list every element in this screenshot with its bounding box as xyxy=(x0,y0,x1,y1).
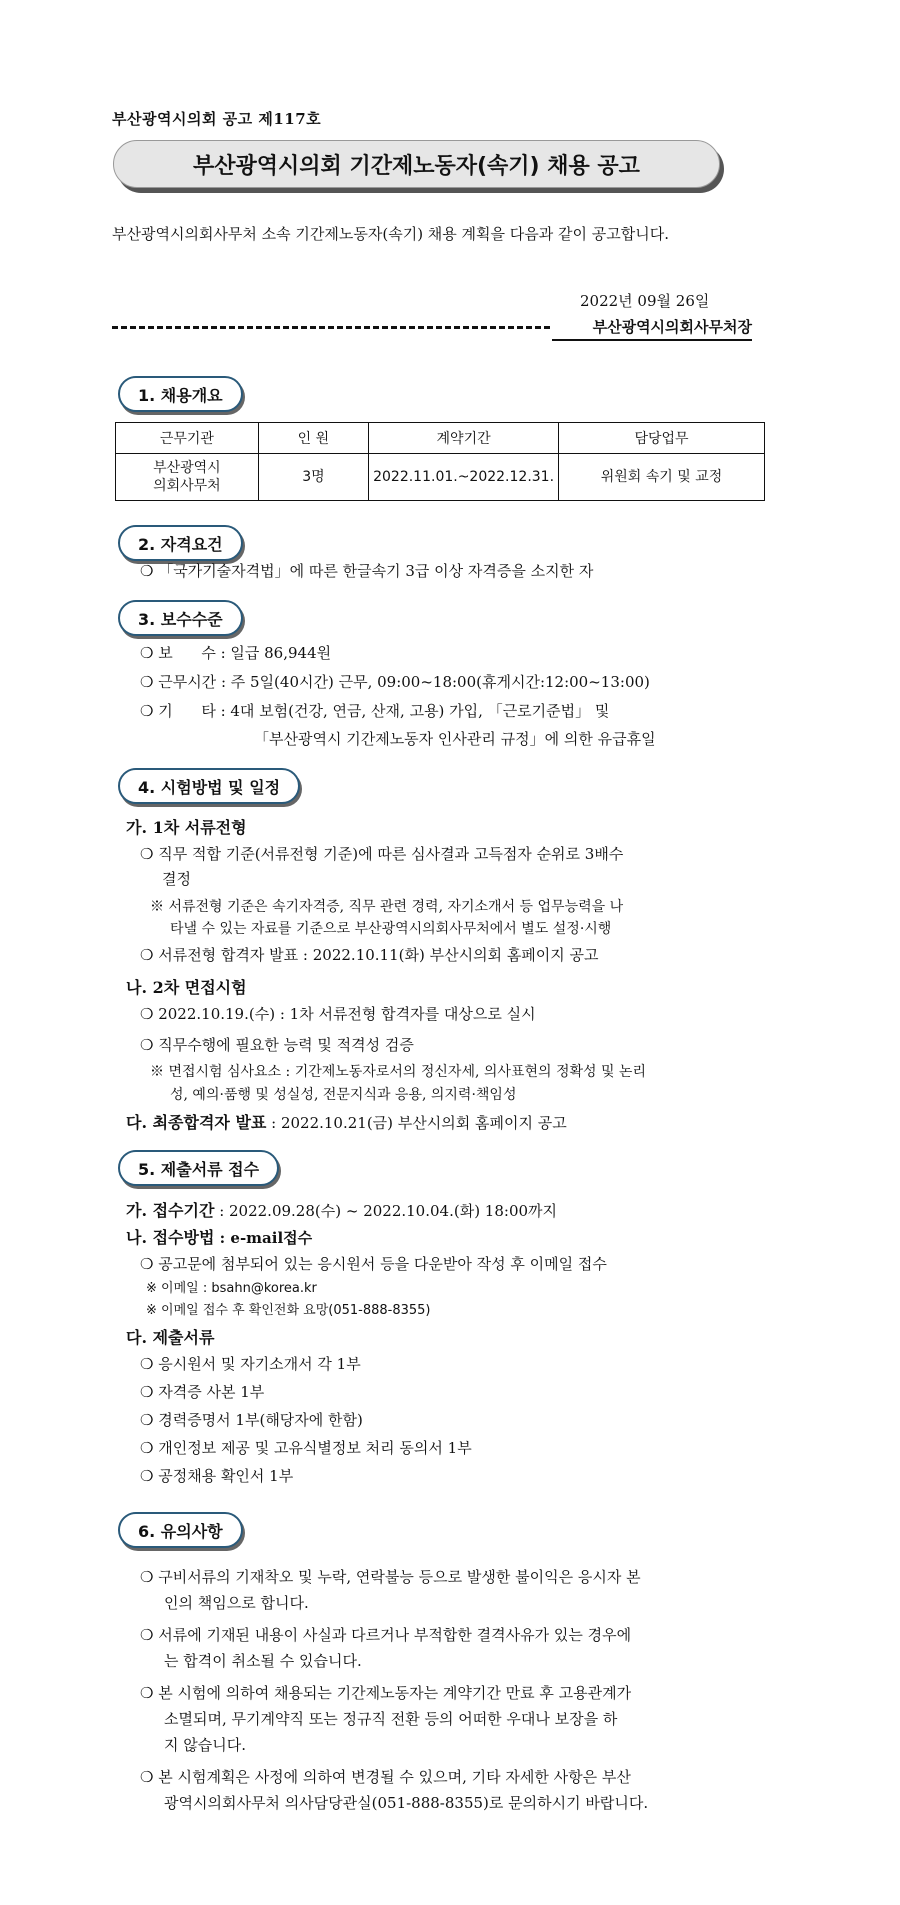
application-period xyxy=(126,1200,557,1222)
notice-date: 2022년 09월 26일 xyxy=(580,292,710,310)
caution-item: ❍ 본 시험에 의하여 채용되는 기간제노동자는 계약기간 만료 후 고용관계가 xyxy=(140,1684,632,1702)
application-period-text: : 2022.09.28(수) ~ 2022.10.04.(화) 18:00까지 xyxy=(214,1202,558,1220)
pay-item: ❍ 보 수 : 일급 86,944원 xyxy=(140,644,332,662)
final-announcement-label: 다. 최종합격자 발표 xyxy=(126,1113,267,1132)
document-item: ❍ 경력증명서 1부(해당자에 한함) xyxy=(140,1411,363,1429)
application-period-label: 가. 접수기간 xyxy=(126,1201,215,1220)
hours-item: ❍ 근무시간 : 주 5일(40시간) 근무, 09:00~18:00(휴게시간:12:00~13:00) xyxy=(140,673,650,691)
application-method xyxy=(126,1227,312,1249)
section-5-heading: 5. 제출서류 접수 xyxy=(118,1150,279,1186)
application-method-label: 나. 접수방법 xyxy=(126,1228,215,1247)
signer: 부산광역시의회사무처장 xyxy=(552,316,752,341)
interview-verification: ❍ 직무수행에 필요한 능력 및 적격성 검증 xyxy=(140,1036,414,1054)
document-item: ❍ 개인정보 제공 및 고유식별정보 처리 동의서 1부 xyxy=(140,1439,472,1457)
table-cell: 3명 xyxy=(258,454,368,501)
document-item: ❍ 자격증 사본 1부 xyxy=(140,1383,265,1401)
interview-heading: 나. 2차 면접시험 xyxy=(126,978,247,997)
intro-text: 부산광역시의회사무처 소속 기간제노동자(속기) 채용 계획을 다음과 같이 공고합니다. xyxy=(112,225,670,243)
caution-item-continued: 지 않습니다. xyxy=(164,1736,246,1754)
screening-note: ※ 서류전형 기준은 속기자격증, 직무 관련 경력, 자기소개서 등 업무능력을 나 xyxy=(150,899,624,915)
application-instruction: ❍ 공고문에 첨부되어 있는 응시원서 등을 다운받아 작성 후 이메일 접수 xyxy=(140,1255,607,1273)
qualification-item: ❍ 「국가기술자격법」에 따른 한글속기 3급 이상 자격증을 소지한 자 xyxy=(140,562,594,580)
screening-criteria: ❍ 직무 적합 기준(서류전형 기준)에 따른 심사결과 고득점자 순위로 3배수 xyxy=(140,845,624,863)
caution-item-continued: 광역시의회사무처 의사담당관실(051-888-8355)로 문의하시기 바랍니다. xyxy=(164,1794,649,1812)
interview-date: ❍ 2022.10.19.(수) : 1차 서류전형 합격자를 대상으로 실시 xyxy=(140,1005,536,1023)
etc-item: ❍ 기 타 : 4대 보험(건강, 연금, 산재, 고용) 가입, 「근로기준법」 및 xyxy=(140,702,610,720)
dashed-divider xyxy=(112,326,550,329)
documents-heading: 다. 제출서류 xyxy=(126,1328,215,1347)
table-cell: 2022.11.01.~2022.12.31. xyxy=(369,454,559,501)
document-item: ❍ 공정채용 확인서 1부 xyxy=(140,1467,294,1485)
interview-note: ※ 면접시험 심사요소 : 기간제노동자로서의 정신자세, 의사표현의 정확성 및 논리 xyxy=(150,1064,646,1080)
table-header-cell: 담당업무 xyxy=(559,423,765,454)
table-header-cell: 인 원 xyxy=(258,423,368,454)
final-announcement xyxy=(126,1112,567,1134)
section-2-heading: 2. 자격요건 xyxy=(118,525,243,561)
application-method-text: : e-mail접수 xyxy=(214,1229,313,1247)
etc-item-continued: 「부산광역시 기간제노동자 인사관리 규정」에 의한 유급휴일 xyxy=(254,730,656,748)
section-6-heading: 6. 유의사항 xyxy=(118,1512,243,1548)
table-row xyxy=(116,454,765,501)
phone-note: ※ 이메일 접수 후 확인전화 요망(051-888-8355) xyxy=(146,1303,431,1318)
screening-note-continued: 타낼 수 있는 자료를 기준으로 부산광역시의회사무처에서 별도 설정·시행 xyxy=(170,921,612,937)
screening-criteria-continued: 결정 xyxy=(162,870,191,888)
caution-item: ❍ 구비서류의 기재착오 및 누락, 연락불능 등으로 발생한 불이익은 응시자 본 xyxy=(140,1568,641,1586)
caution-item: ❍ 본 시험계획은 사정에 의하여 변경될 수 있으며, 기타 자세한 사항은 부산 xyxy=(140,1768,631,1786)
email-note: ※ 이메일 : bsahn@korea.kr xyxy=(146,1281,317,1296)
interview-note-continued: 성, 예의·품행 및 성실성, 전문지식과 응용, 의지력·책임성 xyxy=(170,1087,517,1103)
screening-announcement: ❍ 서류전형 합격자 발표 : 2022.10.11(화) 부산시의회 홈페이지 공고 xyxy=(140,946,599,964)
table-header-cell: 근무기관 xyxy=(116,423,259,454)
notice-number: 부산광역시의회 공고 제117호 xyxy=(112,110,322,128)
table-header-cell: 계약기간 xyxy=(369,423,559,454)
table-cell: 위원회 속기 및 교정 xyxy=(559,454,765,501)
document-screening-heading: 가. 1차 서류전형 xyxy=(126,818,247,837)
section-1-heading: 1. 채용개요 xyxy=(118,376,243,412)
caution-item-continued: 소멸되며, 무기계약직 또는 정규직 전환 등의 어떠한 우대나 보장을 하 xyxy=(164,1710,618,1728)
caution-item: ❍ 서류에 기재된 내용이 사실과 다르거나 부적합한 결격사유가 있는 경우에 xyxy=(140,1626,632,1644)
final-announcement-text: : 2022.10.21(금) 부산시의회 홈페이지 공고 xyxy=(266,1114,567,1132)
table-cell: 부산광역시 의회사무처 xyxy=(116,454,259,501)
section-3-heading: 3. 보수수준 xyxy=(118,600,243,636)
title-banner xyxy=(113,140,720,188)
caution-item-continued: 는 합격이 취소될 수 있습니다. xyxy=(164,1652,362,1670)
document-item: ❍ 응시원서 및 자기소개서 각 1부 xyxy=(140,1355,361,1373)
section-4-heading: 4. 시험방법 및 일정 xyxy=(118,768,300,804)
table-header-row xyxy=(116,423,765,454)
hiring-overview-table xyxy=(115,422,765,501)
caution-item-continued: 인의 책임으로 합니다. xyxy=(164,1594,309,1612)
page-title: 부산광역시의회 기간제노동자(속기) 채용 공고 xyxy=(193,153,640,179)
